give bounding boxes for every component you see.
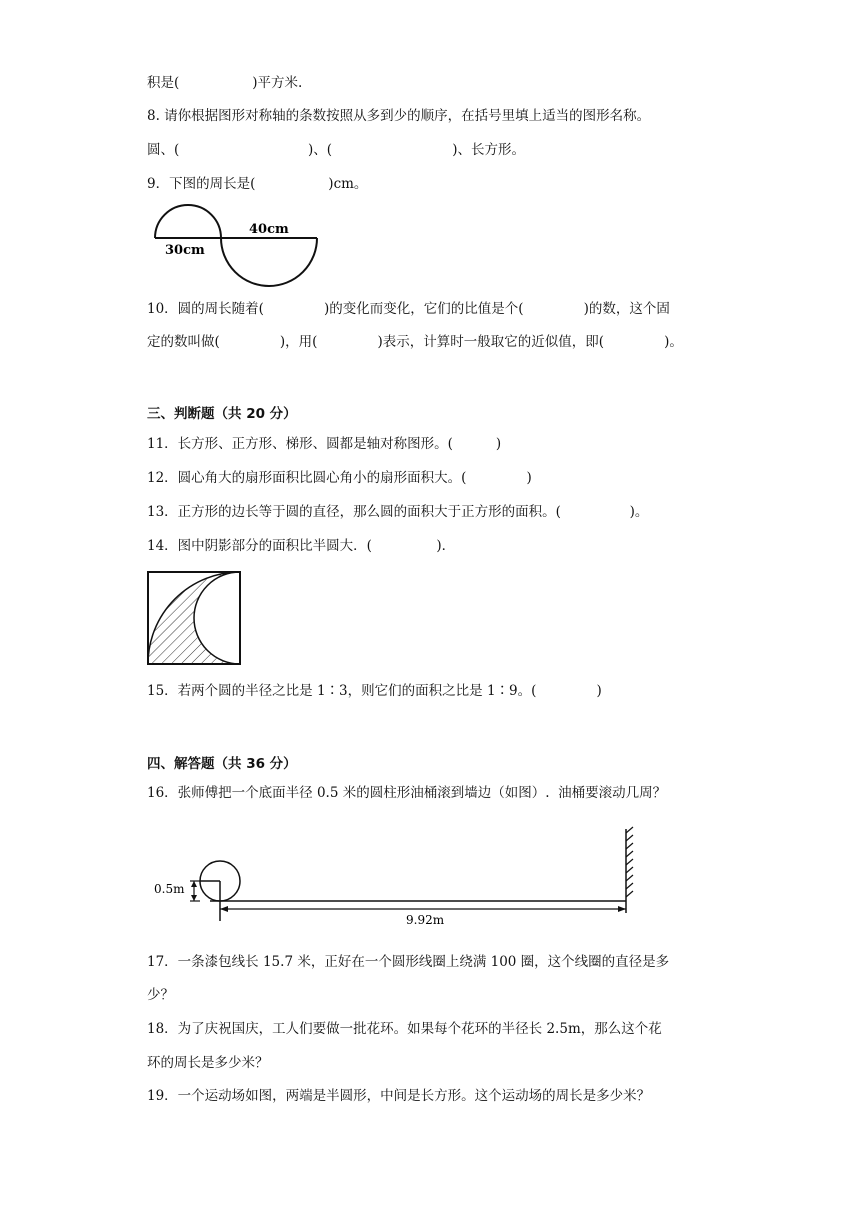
- q10-text-2: 定的数叫做( )，用( )表示，计算时一般取它的近似值，即( )。: [147, 334, 683, 350]
- q9-figure: [145, 200, 325, 290]
- q9-upper-semicircle: [155, 205, 221, 238]
- q10-text-1: 10．圆的周长随着( )的变化而变化，它们的比值是个( )的数，这个固: [147, 301, 670, 317]
- q18-text-1: 18．为了庆祝国庆，工人们要做一批花环。如果每个花环的半径长 2.5m，那么这个花: [147, 1021, 662, 1037]
- q14-text: 14．图中阴影部分的面积比半圆大．( )．: [147, 538, 456, 554]
- q16-radius-arrowhead-top: [191, 881, 197, 887]
- q13-text: 13．正方形的边长等于圆的直径，那么圆的面积大于正方形的面积。( )。: [147, 504, 649, 520]
- q16-distance-label: 9.92m: [406, 913, 445, 927]
- q16-distance-arrowhead-right: [618, 906, 626, 912]
- q17-text-1: 17．一条漆包线长 15.7 米，正好在一个圆形线圈上绕满 100 圈，这个线圈的直径是多: [147, 954, 670, 970]
- q18-text-2: 环的周长是多少米？: [147, 1055, 269, 1071]
- section-4-heading: 四、解答题（共 36 分）: [147, 756, 297, 772]
- q16-radius-arrowhead-bottom: [191, 895, 197, 901]
- q7-tail: 积是( )平方米.: [147, 75, 303, 91]
- q16-radius-label: 0.5m: [154, 882, 185, 896]
- q15-text: 15．若两个圆的半径之比是 1∶3，则它们的面积之比是 1∶9。( ): [147, 683, 602, 699]
- q16-figure: [150, 825, 640, 930]
- q16-wall-hatching: [626, 827, 633, 897]
- q9-text: 9．下图的周长是( )cm。: [147, 176, 368, 192]
- q12-text: 12．圆心角大的扇形面积比圆心角小的扇形面积大。( ): [147, 470, 532, 486]
- section-3-heading: 三、判断题（共 20 分）: [147, 406, 297, 422]
- q8-blanks: 圆、( )、( )、长方形。: [147, 142, 525, 158]
- q17-text-2: 少？: [147, 987, 174, 1003]
- q14-shaded-region: [148, 572, 240, 664]
- q9-label-30cm: 30cm: [165, 243, 205, 258]
- q16-distance-arrowhead-left: [220, 906, 228, 912]
- q14-figure: [146, 570, 242, 666]
- q16-text: 16．张师傅把一个底面半径 0.5 米的圆柱形油桶滚到墙边（如图）. 油桶要滚动几周？: [147, 785, 667, 801]
- q9-lower-semicircle: [221, 238, 317, 286]
- q11-text: 11．长方形、正方形、梯形、圆都是轴对称图形。( ): [147, 436, 502, 452]
- q19-text: 19．一个运动场如图，两端是半圆形，中间是长方形。这个运动场的周长是多少米？: [147, 1088, 651, 1104]
- q8-text: 8. 请你根据图形对称轴的条数按照从多到少的顺序，在括号里填上适当的图形名称。: [147, 108, 651, 124]
- q9-label-40cm: 40cm: [249, 222, 289, 237]
